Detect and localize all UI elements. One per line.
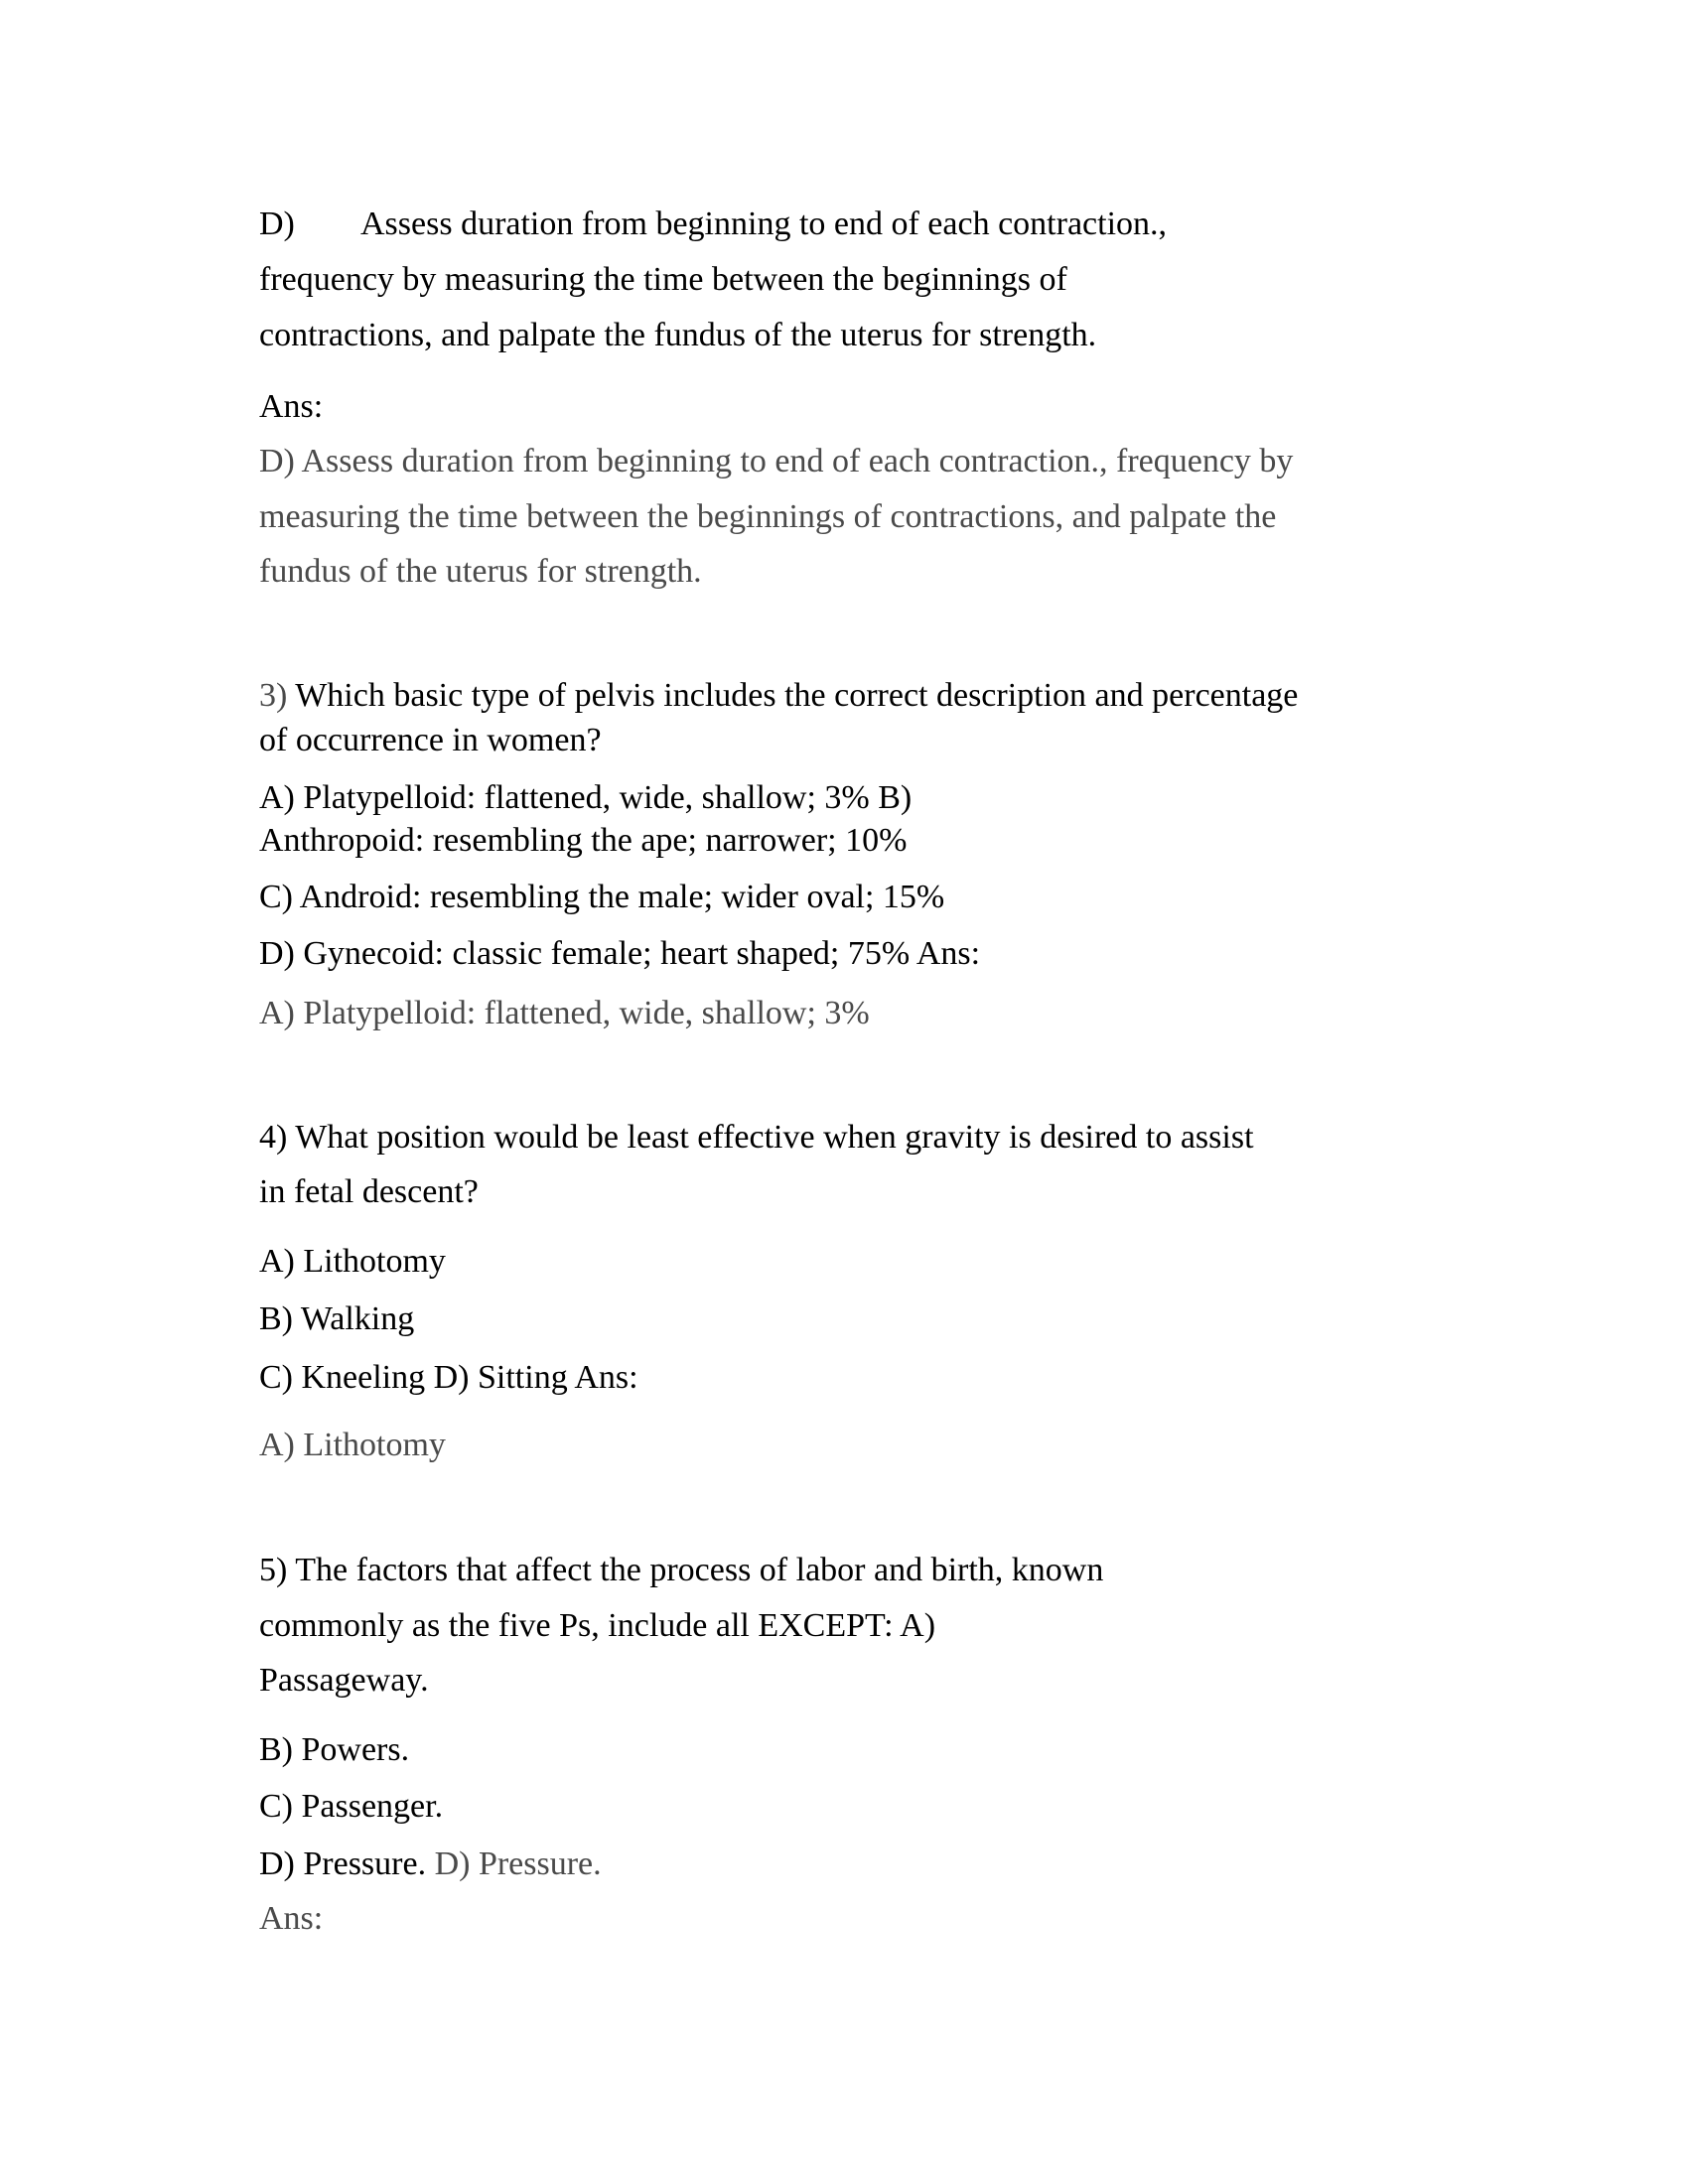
q5-ans-label: Ans: <box>259 1900 324 1937</box>
q3-answer: A) Platypelloid: flattened, wide, shallow; 3% <box>259 995 870 1031</box>
q2-answer-line: measuring the time between the beginnings of contractions, and palpate the <box>259 498 1277 535</box>
q2-option-d-line: contractions, and palpate the fundus of the uterus for strength. <box>259 317 1097 353</box>
q3-option-line: C) Android: resembling the male; wider oval; 15% <box>259 879 945 915</box>
q4-option-line: A) Lithotomy <box>259 1243 446 1280</box>
q2-option-d-line: frequency by measuring the time between the beginnings of <box>259 261 1067 298</box>
q5-question-line: 5) The factors that affect the process of labor and birth, known <box>259 1552 1104 1588</box>
q4-question-line: in fetal descent? <box>259 1173 479 1210</box>
q5-question-line: commonly as the five Ps, include all EXCEPT: A) <box>259 1607 936 1644</box>
q4-question-line: 4) What position would be least effective when gravity is desired to assist <box>259 1119 1254 1156</box>
question-number: 3) <box>259 677 288 714</box>
q3-question-line <box>259 676 1298 716</box>
q2-option-d-line <box>259 205 1167 244</box>
option-label: D) <box>259 205 295 242</box>
q5-option-line <box>259 1844 602 1884</box>
q2-answer-line: D) Assess duration from beginning to end of each contraction., frequency by <box>259 443 1294 479</box>
q5-option-line: B) Powers. <box>259 1731 410 1768</box>
option-d: D) Pressure. <box>259 1845 427 1882</box>
q2-ans-label: Ans: <box>259 388 324 425</box>
q3-option-line: A) Platypelloid: flattened, wide, shallow; 3% B) <box>259 779 913 816</box>
q5-question-line: Passageway. <box>259 1662 429 1699</box>
q4-option-line: C) Kneeling D) Sitting Ans: <box>259 1359 638 1396</box>
q4-option-line: B) Walking <box>259 1300 415 1337</box>
q5-answer: D) Pressure. <box>434 1845 602 1882</box>
option-text: Assess duration from beginning to end of each contraction., <box>360 205 1168 242</box>
q3-question-line: of occurrence in women? <box>259 722 602 758</box>
question-text: Which basic type of pelvis includes the correct description and percentage <box>295 677 1299 714</box>
q5-option-line: C) Passenger. <box>259 1788 444 1825</box>
q2-answer-line: fundus of the uterus for strength. <box>259 553 702 590</box>
q4-answer: A) Lithotomy <box>259 1427 446 1463</box>
q3-option-line: D) Gynecoid: classic female; heart shaped; 75% Ans: <box>259 935 981 972</box>
q3-option-line: Anthropoid: resembling the ape; narrower; 10% <box>259 822 908 859</box>
